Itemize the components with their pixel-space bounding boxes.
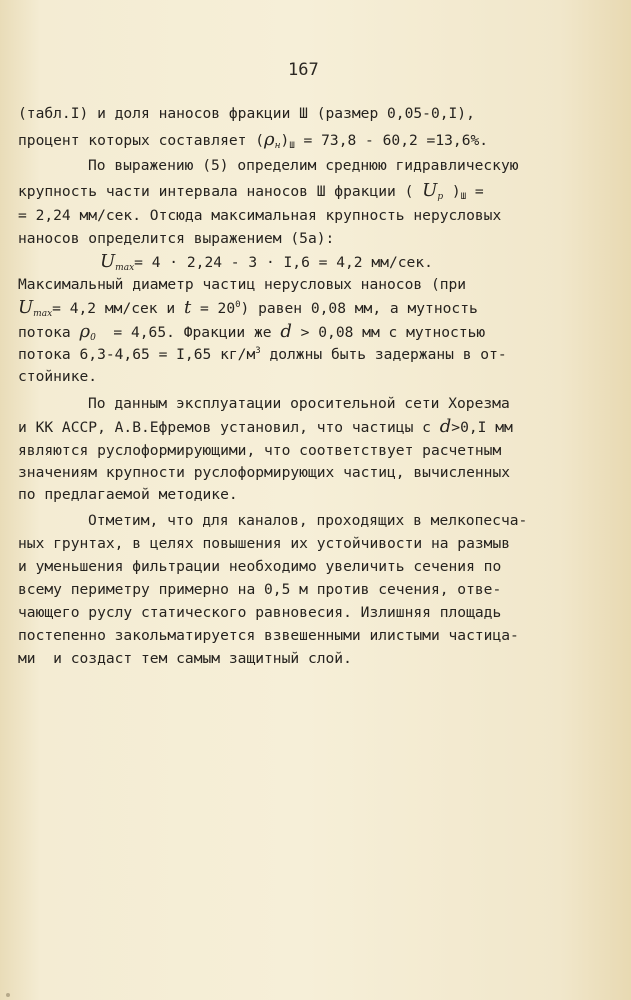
subscript: Ш [460,192,467,202]
text-fragment: ) [280,132,290,149]
subscript: р [437,192,444,202]
t-symbol: t [183,297,192,318]
text-fragment: ) [443,183,461,200]
text-fragment: = 4,2 мм/сек и [52,300,184,317]
text-line-19: ных грунтах, в целях повышения их устойчивости на размыв [18,535,511,552]
subscript: 0 [90,333,96,343]
text-line-21: всему периметру примерно на 0,5 м против сечения, отве- [18,581,502,598]
text-fragment: крупность части интервала наносов Ш фракции ( [18,183,423,200]
text-fragment: = 73,8 - 60,2 =13,6%. [294,132,489,149]
page-number: 167 [288,60,319,80]
text-line-12: стойнике. [18,368,98,385]
text-line-14 [18,416,513,439]
text-line-17: по предлагаемой методике. [18,486,238,503]
u-symbol: U [18,297,34,318]
subscript: max [115,263,135,273]
text-line-22: чающего руслу статического равновесия. Излишняя площадь [18,604,502,621]
text-line-16: значениям крупности руслоформирующих частиц, вычисленных [18,464,511,481]
text-line-13: По данным эксплуатации оросительной сети Хорезма [88,395,510,412]
u-symbol: U [100,251,116,272]
text-fragment: = [466,183,484,200]
text-line-1: (табл.I) и доля наносов фракции Ш (размер 0,05-0,I), [18,105,475,122]
text-fragment: должны быть задержаны в от- [260,346,507,363]
text-line-18: Отметим, что для каналов, проходящих в мелкопесча- [88,512,528,529]
subscript: max [33,309,53,319]
superscript: 3 [255,346,261,357]
superscript: 0 [235,300,241,311]
text-fragment: ) равен 0,08 мм, а мутность [240,300,478,317]
text-line-6: наносов определится выражением (5а): [18,230,335,247]
rho-symbol: ρ [264,129,275,150]
text-fragment: > 0,08 мм с мутностью [291,324,486,341]
rho-symbol: ρ [79,321,91,342]
text-line-24: ми и создаст тем самым защитный слой. [18,650,352,667]
d-symbol: d [280,321,292,342]
subscript: Ш [289,141,295,151]
d-symbol: d [439,416,452,437]
text-fragment: процент которых составляет ( [18,132,265,149]
u-symbol: U [422,180,438,201]
text-line-2 [18,129,488,157]
text-fragment: потока 6,3-4,65 = I,65 кг/м [18,346,256,363]
subscript: н [274,141,281,151]
text-line-11 [18,344,507,366]
text-fragment: = 4,65. Фракции же [95,324,281,341]
text-line-8: Максимальный диаметр частиц нерусловых наносов (при [18,276,467,293]
text-fragment: и КК АССР, А.В.Ефремов установил, что частицы с [18,419,440,436]
text-line-3: По выражению (5) определим среднюю гидравлическую [88,157,519,174]
text-line-23: постепенно закольматируется взвешенными илистыми частица- [18,627,519,644]
text-line-20: и уменьшения фильтрации необходимо увеличить сечения по [18,558,502,575]
text-fragment: >0,I мм [451,419,513,436]
text-line-5: = 2,24 мм/сек. Отсюда максимальная крупность нерусловых [18,207,502,224]
scan-speck [6,993,10,997]
text-fragment: потока [18,324,80,341]
text-line-4 [18,180,484,208]
text-fragment: = 20 [191,300,236,317]
text-fragment: = 4 · 2,24 - 3 · I,6 = 4,2 мм/сек. [134,254,433,271]
text-line-15: являются руслоформирующими, что соответствует расчетным [18,442,502,459]
